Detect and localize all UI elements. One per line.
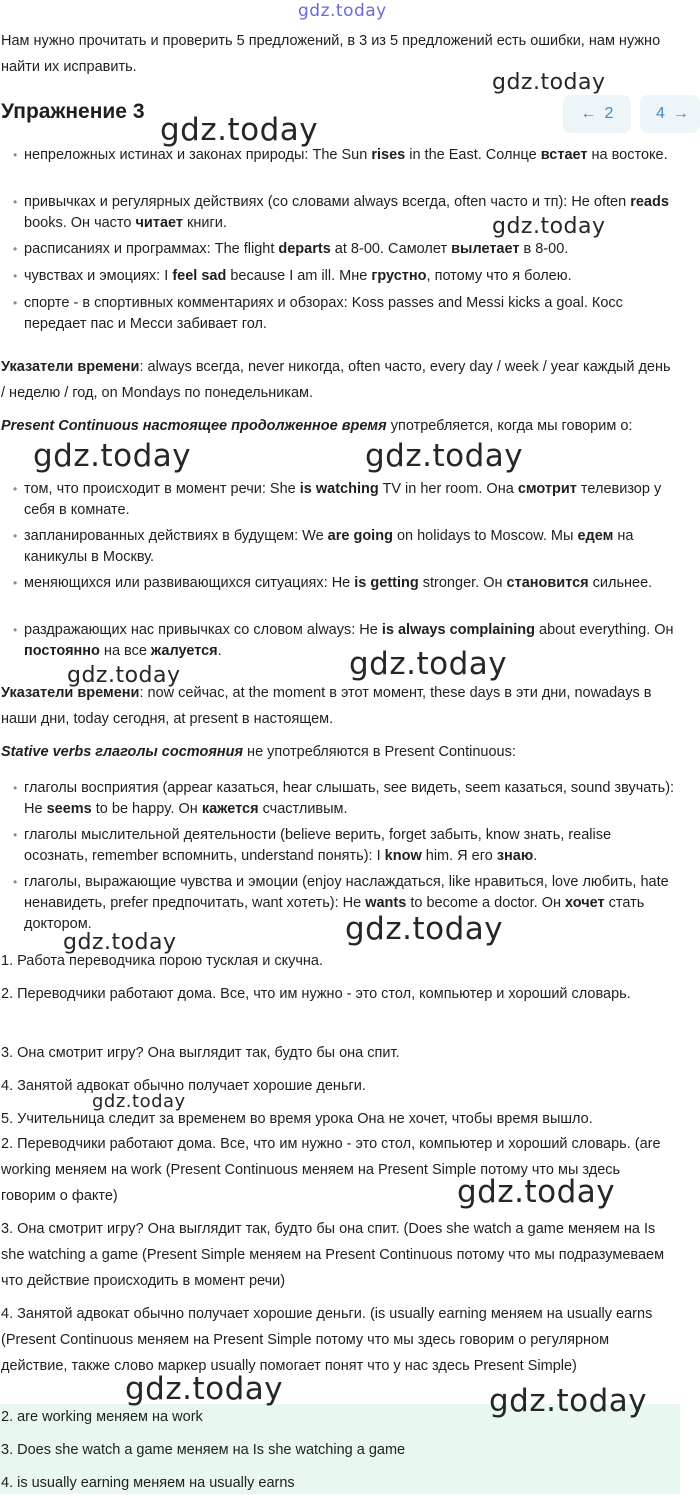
list-item: • непреложных истинах и законах природы: The Sun rises in the East. Солнце встает на востоке.: [24, 145, 678, 166]
watermark: gdz.today: [33, 438, 192, 474]
sentence-4: 4. Занятой адвокат обычно получает хорошие деньги.: [1, 1078, 366, 1094]
next-page-number: 4: [656, 105, 665, 122]
sentence-2: 2. Переводчики работают дома. Все, что им нужно - это стол, компьютер и хороший словарь.: [1, 986, 631, 1002]
list-item: • том, что происходит в момент речи: She is watching TV in her room. Она смотрит телевизор у себя в комнате.: [13, 481, 662, 518]
watermark: gdz.today: [125, 1371, 284, 1407]
list-item: • раздражающих нас привычках со словом always: He is always complaining about everything. Он постоянно на все жалуется.: [13, 622, 674, 659]
watermark-top: gdz.today: [298, 1, 387, 21]
explanation-3: 3. Она смотрит игру? Она выглядит так, будто бы она спит. (Does she watch a game меняем на Is she watching a game (Present Simple меняем на Present Continuous потому что мы подразумеваем что действие происходить в момент речи): [1, 1221, 665, 1289]
watermark: gdz.today: [63, 930, 177, 955]
list-item: • спорте - в спортивных комментариях и обзорах: Koss passes and Messi kicks a goal. Косс передает пас и Месси забивает гол.: [13, 295, 623, 332]
sentence-5: 5. Учительница следит за временем во время урока Она не хочет, чтобы время вышло.: [1, 1111, 593, 1127]
watermark: gdz.today: [345, 911, 504, 947]
bullet-icon: •: [13, 781, 18, 795]
answer-4: 4. is usually earning меняем на usually earns: [1, 1475, 295, 1491]
watermark: gdz.today: [92, 1091, 186, 1112]
bullet-icon: •: [13, 875, 18, 889]
list-item: • глаголы восприятия (appear казаться, hear слышать, see видеть, seem казаться, sound звучать): He seems to be happy. Он кажется счастливым.: [13, 780, 675, 817]
watermark: gdz.today: [349, 646, 508, 682]
bullet-icon: •: [13, 482, 18, 496]
watermark: gdz.today: [67, 663, 181, 688]
arrow-left-icon: ←: [580, 105, 597, 122]
sentence-1: 1. Работа переводчика порою тусклая и скучна.: [1, 953, 323, 969]
watermark: gdz.today: [492, 70, 606, 95]
stative-verbs-intro: Stative verbs глаголы состояния не употребляются в Present Continuous:: [1, 744, 516, 760]
watermark: gdz.today: [365, 438, 524, 474]
list-item: • привычках и регулярных действиях (со словами always всегда, often часто и тп): He often reads books. Он часто читает книги.: [13, 194, 669, 231]
watermark: gdz.today: [492, 214, 606, 239]
bullet-icon: •: [13, 269, 18, 283]
watermark: gdz.today: [457, 1174, 616, 1210]
list-item: • меняющихся или развивающихся ситуациях: He is getting stronger. Он становится сильнее.: [24, 573, 678, 594]
watermark: gdz.today: [160, 112, 319, 148]
bullet-icon: •: [13, 296, 18, 310]
sentence-3: 3. Она смотрит игру? Она выглядит так, будто бы она спит.: [1, 1045, 400, 1061]
bullet-icon: •: [13, 242, 18, 256]
bullet-icon: •: [13, 576, 18, 590]
present-continuous-intro: Present Continuous настоящее продолженное время употребляется, когда мы говорим о:: [1, 418, 633, 434]
explanation-2: 2. Переводчики работают дома. Все, что им нужно - это стол, компьютер и хороший словарь. (are working меняем на work (Present Continuous меняем на Present Simple потому что мы здесь говорим о факте): [1, 1136, 661, 1204]
time-markers-simple: Указатели времени: always всегда, never никогда, often часто, every day / week / year каждый день / неделю / год, on Mondays по понедельникам.: [1, 359, 671, 401]
bullet-icon: •: [13, 623, 18, 637]
answer-3: 3. Does she watch a game меняем на Is she watching a game: [1, 1442, 406, 1458]
bullet-icon: •: [13, 529, 18, 543]
bullet-icon: •: [13, 828, 18, 842]
bullet-icon: •: [13, 148, 18, 162]
time-markers-continuous: Указатели времени: now сейчас, at the moment в этот момент, these days в эти дни, nowadays в наши дни, today сегодня, at present в настоящем.: [1, 685, 652, 727]
list-item: • запланированных действиях в будущем: We are going on holidays to Moscow. Мы едем на каникулы в Москву.: [13, 528, 634, 565]
bullet-icon: •: [13, 195, 18, 209]
arrow-right-icon: →: [672, 105, 689, 122]
intro-text: Нам нужно прочитать и проверить 5 предложений, в 3 из 5 предложений есть ошибки, нам нужно найти их исправить.: [1, 33, 661, 75]
list-item: • чувствах и эмоциях: I feel sad because I am ill. Мне грустно, потому что я болею.: [24, 266, 678, 287]
watermark: gdz.today: [489, 1383, 648, 1419]
prev-page-number: 2: [604, 105, 614, 122]
list-item: • расписаниях и программах: The flight departs at 8-00. Самолет вылетает в 8-00.: [24, 239, 678, 260]
next-page-button[interactable]: [640, 95, 700, 133]
explanation-4: 4. Занятой адвокат обычно получает хорошие деньги. (is usually earning меняем на usually earns (Present Continuous меняем на Present Simple потому что мы здесь говорим о регулярном действие, также слово маркер usually помогает понят что у нас здесь Present Simple): [1, 1306, 653, 1374]
answer-2: 2. are working меняем на work: [1, 1409, 203, 1425]
list-item: • глаголы, выражающие чувства и эмоции (enjoy наслаждаться, like нравиться, love любить, hate ненавидеть, prefer предпочитать, want хотеть): He wants to become a doctor. Он хочет стать доктором.: [13, 874, 669, 932]
prev-page-button[interactable]: [563, 95, 631, 133]
list-item: • глаголы мыслительной деятельности (believe верить, forget забыть, know знать, realise осознать, remember вспомнить, understand понять): I know him. Я его знаю.: [13, 827, 612, 864]
page-title: Упражнение 3: [1, 100, 145, 123]
